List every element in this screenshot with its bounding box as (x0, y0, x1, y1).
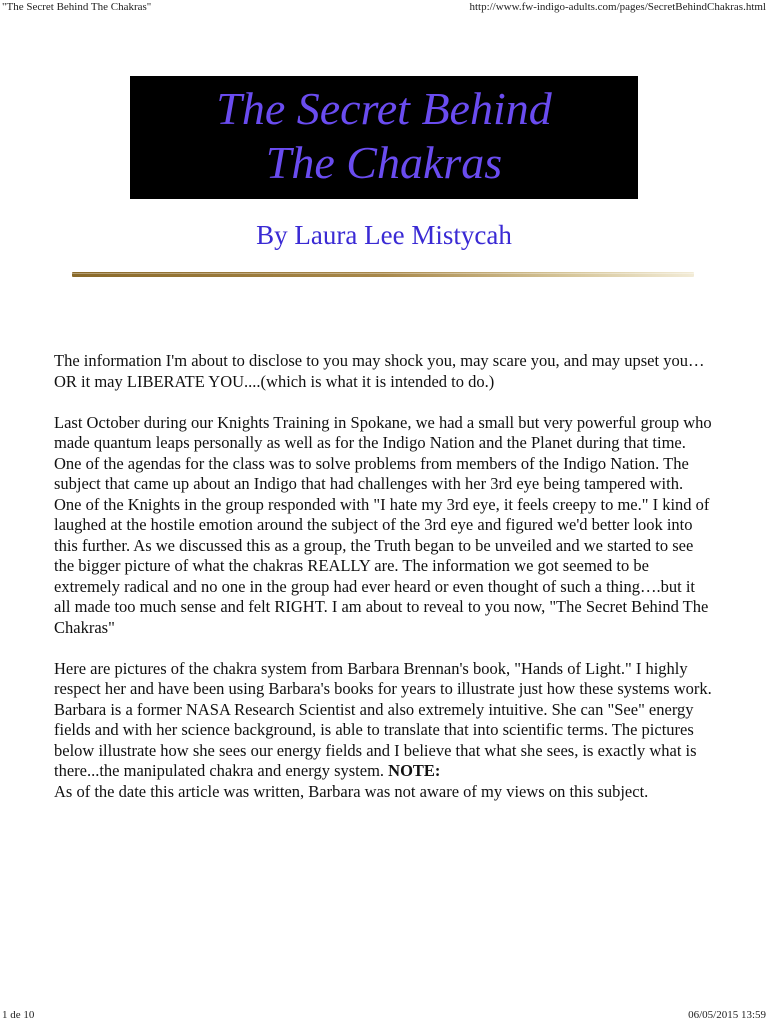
header-url: http://www.fw-indigo-adults.com/pages/SecretBehindChakras.html (469, 1, 766, 13)
paragraph-intro: The information I'm about to disclose to you may shock you, may scare you, and may upset you…OR it may LIBERATE YOU....(which is what it is intended to do.) (54, 351, 705, 391)
print-header (0, 1, 768, 15)
paragraph-brennan (54, 659, 714, 803)
author-byline: By Laura Lee Mistycah (256, 220, 512, 250)
banner-line-1: The Secret Behind (216, 83, 552, 134)
title-banner (130, 76, 638, 199)
note-label: NOTE: (388, 761, 441, 780)
title-banner-graphic (130, 76, 638, 199)
divider-rule (72, 272, 694, 277)
print-footer (0, 1009, 768, 1023)
footer-page-count: 1 de 10 (2, 1009, 35, 1021)
header-page-title: "The Secret Behind The Chakras" (2, 1, 152, 13)
note-text: As of the date this article was written, Barbara was not aware of my views on this subject. (54, 781, 649, 801)
paragraph-brennan-text: Here are pictures of the chakra system from Barbara Brennan's book, "Hands of Light." I highly respect her and have been using Barbara's books for years to illustrate just how these systems work. Barbara is a former NASA Research Scientist and also extremely intuitive. She can "See" energy fields and with her science background, is able to translate that into scientific terms. The pictures below illustrate how she sees our energy fields and I believe that what she sees, is exactly what is there...the manipulated chakra and energy system. (54, 658, 712, 780)
footer-timestamp: 06/05/2015 13:59 (688, 1009, 766, 1021)
article-body (54, 351, 714, 823)
paragraph-knights-training: Last October during our Knights Training in Spokane, we had a small but very powerful group who made quantum leaps personally as well as for the Indigo Nation and the Planet during that time. One of the agendas for the class was to solve problems from members of the Indigo Nation. The subject that came up about an Indigo that had challenges with her 3rd eye being tampered with. One of the Knights in the group responded with "I hate my 3rd eye, it feels creepy to me." I kind of laughed at the hostile emotion around the subject of the 3rd eye and figured we'd better look into this further. As we discussed this as a group, the Truth began to be unveiled and we started to see the bigger picture of what the chakras REALLY are. The information we got seemed to be extremely radical and no one in the group had ever heard or even thought of such a thing….but it all made too much sense and felt RIGHT. I am about to reveal to you now, "The Secret Behind The Chakras" (54, 412, 712, 637)
banner-line-2: The Chakras (265, 137, 503, 188)
